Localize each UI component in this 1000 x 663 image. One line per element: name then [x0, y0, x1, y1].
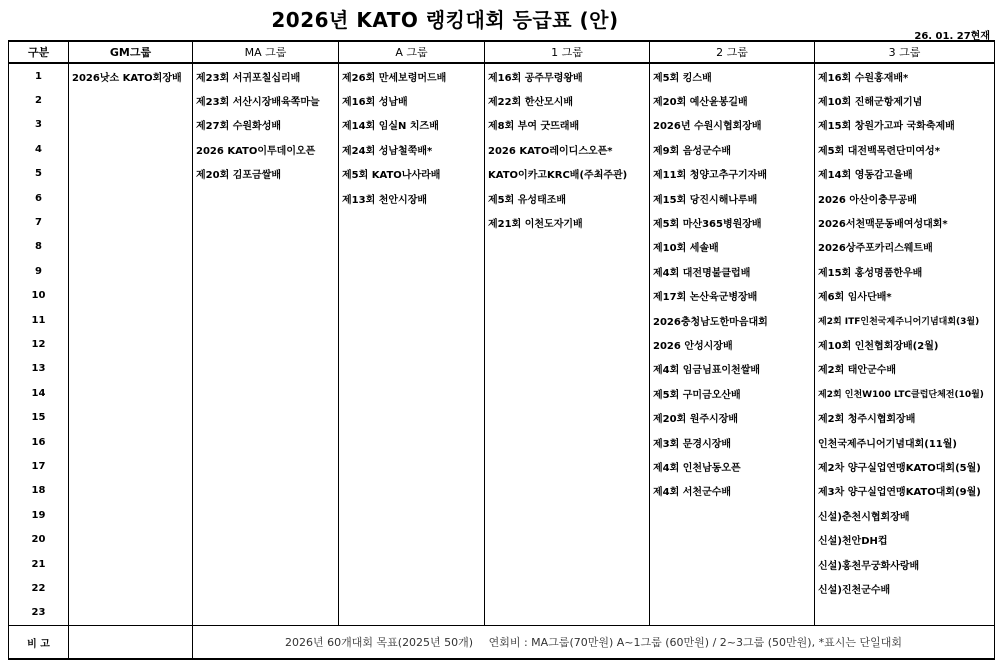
cell-group1	[485, 576, 650, 600]
cell-gm	[69, 210, 193, 234]
cell-a	[339, 357, 485, 381]
cell-group3: 신설)홍천무궁화사랑배	[815, 552, 995, 576]
cell-rank: 15	[9, 405, 69, 429]
cell-group2: 제5회 구미금오산배	[650, 381, 815, 405]
cell-group2	[650, 601, 815, 626]
cell-rank: 16	[9, 430, 69, 454]
cell-group3: 제16회 수원홍재배*	[815, 63, 995, 88]
cell-group1	[485, 357, 650, 381]
cell-gm	[69, 357, 193, 381]
note-goal: 2026년 60개대회 목표(2025년 50개)	[285, 636, 474, 649]
cell-gm	[69, 284, 193, 308]
cell-ma	[193, 210, 339, 234]
cell-group1	[485, 284, 650, 308]
cell-group2	[650, 503, 815, 527]
cell-gm: 2026낫소 KATO회장배	[69, 63, 193, 88]
cell-group3: 제2회 청주시협회장배	[815, 405, 995, 429]
cell-group1	[485, 332, 650, 356]
cell-a	[339, 381, 485, 405]
cell-rank: 5	[9, 162, 69, 186]
cell-gm	[69, 113, 193, 137]
page-title: 2026년 KATO 랭킹대회 등급표 (안)	[271, 8, 619, 32]
table-row	[9, 259, 995, 283]
table-row	[9, 454, 995, 478]
cell-ma: 2026 KATO이투데이오픈	[193, 137, 339, 161]
cell-ma: 제20회 김포금쌀배	[193, 162, 339, 186]
cell-group1: 제5회 유성태조배	[485, 186, 650, 210]
table-row	[9, 381, 995, 405]
cell-group2: 제4회 서천군수배	[650, 479, 815, 503]
cell-ma	[193, 186, 339, 210]
header-1: 1 그룹	[485, 41, 650, 63]
cell-ma	[193, 576, 339, 600]
cell-gm	[69, 308, 193, 332]
cell-group3: 제2차 양구실업연맹KATO대회(5월)	[815, 454, 995, 478]
cell-a: 제5회 KATO나사라배	[339, 162, 485, 186]
cell-rank: 14	[9, 381, 69, 405]
cell-group1	[485, 235, 650, 259]
cell-rank: 8	[9, 235, 69, 259]
cell-group3: 2026서천맥문동배여성대회*	[815, 210, 995, 234]
cell-group1	[485, 405, 650, 429]
cell-ma: 제23회 서귀포칠십리배	[193, 63, 339, 88]
cell-a	[339, 430, 485, 454]
table-row	[9, 405, 995, 429]
cell-ma	[193, 308, 339, 332]
cell-group1	[485, 430, 650, 454]
cell-gm	[69, 137, 193, 161]
cell-ma	[193, 235, 339, 259]
cell-a: 제26회 만세보령머드배	[339, 63, 485, 88]
cell-rank: 18	[9, 479, 69, 503]
cell-a	[339, 405, 485, 429]
cell-group1: KATO이카고KRC배(주최주관)	[485, 162, 650, 186]
cell-group3: 제15회 창원가고파 국화축제배	[815, 113, 995, 137]
cell-rank: 17	[9, 454, 69, 478]
cell-ma	[193, 527, 339, 551]
cell-a	[339, 454, 485, 478]
cell-group2: 2026년 수원시협회장배	[650, 113, 815, 137]
cell-group2	[650, 576, 815, 600]
header-2: 2 그룹	[650, 41, 815, 63]
date-label: 26. 01. 27현재	[914, 31, 990, 42]
cell-group2: 제10회 세솔배	[650, 235, 815, 259]
table-row	[9, 63, 995, 88]
cell-group2: 제3회 문경시장배	[650, 430, 815, 454]
cell-group1: 제21회 이천도자기배	[485, 210, 650, 234]
cell-group2: 제20회 원주시장배	[650, 405, 815, 429]
cell-group3: 신설)춘천시협회장배	[815, 503, 995, 527]
cell-group3: 제6회 임사단배*	[815, 284, 995, 308]
cell-gm	[69, 235, 193, 259]
cell-group3: 인천국제주니어기념대회(11월)	[815, 430, 995, 454]
note-spacer	[69, 626, 193, 660]
cell-group3: 2026 아산이충무공배	[815, 186, 995, 210]
cell-group3: 제2회 ITF인천국제주니어기념대회(3월)	[815, 308, 995, 332]
cell-ma: 제23회 서산시장배육쪽마늘	[193, 88, 339, 112]
cell-group3: 제10회 인천협회장배(2월)	[815, 332, 995, 356]
cell-group2: 제17회 논산육군병장배	[650, 284, 815, 308]
cell-group1	[485, 381, 650, 405]
cell-group2: 2026충청남도한마음대회	[650, 308, 815, 332]
table-row	[9, 479, 995, 503]
table-row	[9, 235, 995, 259]
cell-a	[339, 235, 485, 259]
cell-group3	[815, 601, 995, 626]
cell-gm	[69, 332, 193, 356]
cell-rank: 21	[9, 552, 69, 576]
cell-gm	[69, 454, 193, 478]
cell-a	[339, 308, 485, 332]
cell-group1: 2026 KATO레이디스오픈*	[485, 137, 650, 161]
table-row	[9, 88, 995, 112]
table-row	[9, 284, 995, 308]
cell-rank: 4	[9, 137, 69, 161]
table-row	[9, 357, 995, 381]
cell-a	[339, 576, 485, 600]
cell-gm	[69, 162, 193, 186]
cell-group3: 제10회 진해군항제기념	[815, 88, 995, 112]
cell-group2: 제4회 임금님표이천쌀배	[650, 357, 815, 381]
cell-group2	[650, 552, 815, 576]
cell-ma	[193, 259, 339, 283]
cell-rank: 9	[9, 259, 69, 283]
cell-a	[339, 527, 485, 551]
cell-group1: 제16회 공주무령왕배	[485, 63, 650, 88]
table-row	[9, 527, 995, 551]
cell-ma	[193, 552, 339, 576]
cell-ma	[193, 332, 339, 356]
cell-gm	[69, 259, 193, 283]
cell-group1	[485, 552, 650, 576]
cell-ma	[193, 357, 339, 381]
cell-group2: 제9회 음성군수배	[650, 137, 815, 161]
cell-a	[339, 210, 485, 234]
table-body	[9, 63, 995, 626]
cell-group2	[650, 527, 815, 551]
cell-group3: 제5회 대전백목련단미여성*	[815, 137, 995, 161]
cell-gm	[69, 576, 193, 600]
header-gm: GM그룹	[69, 41, 193, 63]
cell-gm	[69, 186, 193, 210]
cell-rank: 6	[9, 186, 69, 210]
cell-a	[339, 601, 485, 626]
cell-ma	[193, 381, 339, 405]
note-row	[9, 626, 995, 660]
cell-group3: 제2회 인천W100 LTC클럽단체전(10월)	[815, 381, 995, 405]
cell-group2: 제15회 당진시해나루배	[650, 186, 815, 210]
cell-group1	[485, 527, 650, 551]
cell-gm	[69, 527, 193, 551]
cell-gm	[69, 381, 193, 405]
table-row	[9, 308, 995, 332]
cell-a: 제14회 임실N 치즈배	[339, 113, 485, 137]
cell-a	[339, 479, 485, 503]
cell-rank: 10	[9, 284, 69, 308]
cell-a	[339, 259, 485, 283]
note-text	[193, 626, 995, 660]
cell-group1	[485, 601, 650, 626]
header-3: 3 그룹	[815, 41, 995, 63]
cell-gm	[69, 479, 193, 503]
cell-a: 제13회 천안시장배	[339, 186, 485, 210]
cell-rank: 13	[9, 357, 69, 381]
cell-ma	[193, 405, 339, 429]
cell-group2: 제5회 마산365병원장배	[650, 210, 815, 234]
cell-a: 제16회 성남배	[339, 88, 485, 112]
cell-a	[339, 503, 485, 527]
table-row	[9, 552, 995, 576]
cell-rank: 1	[9, 63, 69, 88]
table-row	[9, 113, 995, 137]
cell-gm	[69, 88, 193, 112]
cell-ma	[193, 284, 339, 308]
cell-ma	[193, 479, 339, 503]
table-row	[9, 137, 995, 161]
cell-rank: 23	[9, 601, 69, 626]
cell-ma	[193, 454, 339, 478]
cell-ma	[193, 601, 339, 626]
table-row	[9, 601, 995, 626]
cell-group1	[485, 259, 650, 283]
table-row	[9, 576, 995, 600]
note-fee: 연회비 : MA그룹(70만원) A~1그룹 (60만원) / 2~3그룹 (50만원), *표시는 단일대회	[488, 636, 902, 649]
cell-group3: 제3차 양구실업연맹KATO대회(9월)	[815, 479, 995, 503]
cell-gm	[69, 552, 193, 576]
cell-ma	[193, 430, 339, 454]
cell-group1	[485, 503, 650, 527]
note-label: 비 고	[9, 626, 69, 660]
cell-group1	[485, 308, 650, 332]
cell-a	[339, 332, 485, 356]
cell-group2: 2026 안성시장배	[650, 332, 815, 356]
cell-gm	[69, 601, 193, 626]
cell-rank: 12	[9, 332, 69, 356]
cell-group1: 제22회 한산모시배	[485, 88, 650, 112]
cell-group2: 제4회 대전명불클럽배	[650, 259, 815, 283]
table-row	[9, 332, 995, 356]
cell-rank: 7	[9, 210, 69, 234]
table-row	[9, 162, 995, 186]
cell-group3: 2026상주포카리스웨트배	[815, 235, 995, 259]
cell-group1: 제8회 부여 굿뜨래배	[485, 113, 650, 137]
cell-ma	[193, 503, 339, 527]
grade-table	[8, 40, 995, 660]
cell-rank: 3	[9, 113, 69, 137]
cell-group1	[485, 479, 650, 503]
header-gubun: 구분	[9, 41, 69, 63]
cell-group3: 제2회 태안군수배	[815, 357, 995, 381]
cell-group3: 신설)천안DH컵	[815, 527, 995, 551]
header-a: A 그룹	[339, 41, 485, 63]
header-ma: MA 그룹	[193, 41, 339, 63]
cell-group2: 제4회 인천남동오픈	[650, 454, 815, 478]
cell-group3: 신설)진천군수배	[815, 576, 995, 600]
cell-rank: 20	[9, 527, 69, 551]
cell-rank: 2	[9, 88, 69, 112]
cell-gm	[69, 405, 193, 429]
table-row	[9, 503, 995, 527]
cell-a	[339, 552, 485, 576]
cell-a	[339, 284, 485, 308]
cell-gm	[69, 430, 193, 454]
cell-rank: 11	[9, 308, 69, 332]
table-row	[9, 186, 995, 210]
table-row	[9, 210, 995, 234]
header-row	[9, 41, 995, 63]
cell-group3: 제15회 홍성명품한우배	[815, 259, 995, 283]
cell-group2: 제11회 청양고추구기자배	[650, 162, 815, 186]
cell-group2: 제20회 예산윤봉길배	[650, 88, 815, 112]
cell-gm	[69, 503, 193, 527]
cell-group2: 제5회 킹스배	[650, 63, 815, 88]
cell-group3: 제14회 영동감고을배	[815, 162, 995, 186]
table-row	[9, 430, 995, 454]
cell-rank: 22	[9, 576, 69, 600]
cell-group1	[485, 454, 650, 478]
cell-rank: 19	[9, 503, 69, 527]
cell-a: 제24회 성남철쭉배*	[339, 137, 485, 161]
cell-ma: 제27회 수원화성배	[193, 113, 339, 137]
